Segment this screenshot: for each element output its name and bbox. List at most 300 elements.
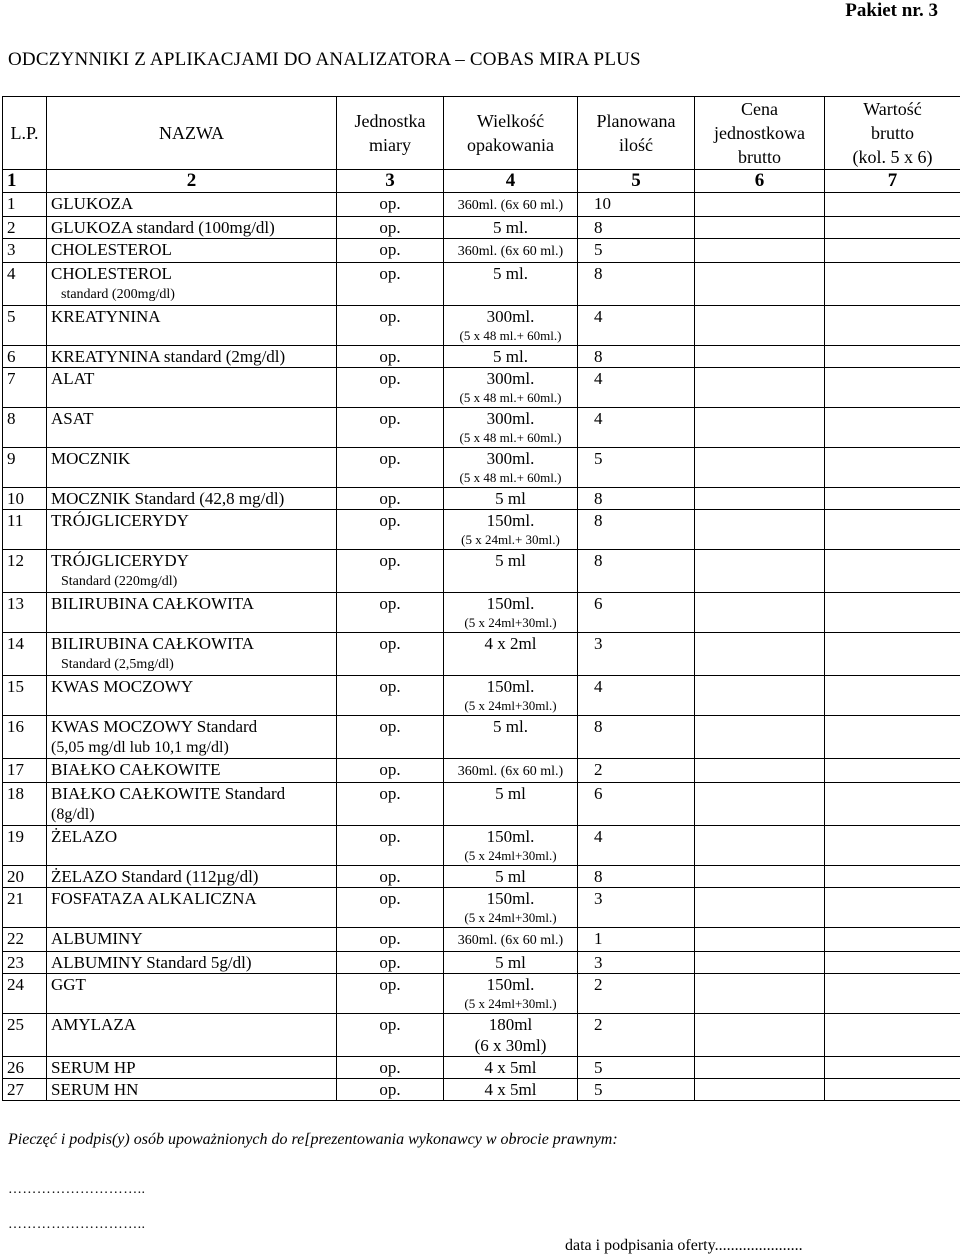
row-unit: op.: [337, 263, 444, 306]
row-lp: 14: [3, 633, 47, 676]
header-name: NAZWA: [47, 97, 337, 170]
table-row: [3, 346, 960, 368]
row-package-size: [444, 510, 578, 550]
row-name: [47, 488, 337, 510]
row-unit: op.: [337, 306, 444, 346]
row-planned-quantity: 5: [578, 1057, 695, 1079]
table-row: [3, 1079, 960, 1101]
reagent-name: KWAS MOCZOWY: [51, 677, 194, 696]
row-unit: op.: [337, 783, 444, 826]
row-lp: 23: [3, 952, 47, 974]
header-gross-value: Wartość brutto (kol. 5 x 6): [825, 97, 960, 170]
package-size: 300ml.: [486, 307, 535, 326]
row-unit: op.: [337, 510, 444, 550]
row-unit: op.: [337, 633, 444, 676]
package-size: 300ml.: [486, 369, 535, 388]
row-planned-quantity: 3: [578, 952, 695, 974]
row-lp: 18: [3, 783, 47, 826]
row-name: [47, 1057, 337, 1079]
row-unit: op.: [337, 346, 444, 368]
row-unit: op.: [337, 928, 444, 952]
row-name: [47, 408, 337, 448]
row-planned-quantity: 8: [578, 866, 695, 888]
row-gross-value[interactable]: [825, 217, 960, 239]
row-unit-price[interactable]: [695, 928, 825, 952]
row-name: [47, 759, 337, 783]
row-planned-quantity: 8: [578, 510, 695, 550]
row-unit: op.: [337, 974, 444, 1014]
package-size: 5 ml.: [493, 347, 528, 366]
row-gross-value[interactable]: [825, 408, 960, 448]
table-row: [3, 306, 960, 346]
row-lp: 17: [3, 759, 47, 783]
row-unit-price[interactable]: [695, 1079, 825, 1101]
row-gross-value[interactable]: [825, 974, 960, 1014]
row-lp: 16: [3, 716, 47, 759]
signature-line: ………………………..: [8, 1182, 146, 1197]
reagent-name: KWAS MOCZOWY Standard: [51, 717, 258, 736]
reagent-name: ŻELAZO Standard (112µg/dl): [51, 867, 259, 886]
reagent-name: FOSFATAZA ALKALICZNA: [51, 889, 257, 908]
row-gross-value[interactable]: [825, 866, 960, 888]
row-gross-value[interactable]: [825, 952, 960, 974]
row-unit-price[interactable]: [695, 448, 825, 488]
row-package-size: [444, 408, 578, 448]
row-package-size: [444, 239, 578, 263]
reagent-name: SERUM HN: [51, 1080, 139, 1099]
row-unit-price[interactable]: [695, 488, 825, 510]
row-name: [47, 974, 337, 1014]
row-gross-value[interactable]: [825, 783, 960, 826]
row-gross-value[interactable]: [825, 550, 960, 593]
row-planned-quantity: 4: [578, 408, 695, 448]
offer-date-line: data i podpisania oferty......................: [565, 1237, 803, 1254]
package-size-detail: (5 x 24ml+30ml.): [464, 996, 557, 1011]
row-gross-value[interactable]: [825, 676, 960, 716]
table-row: [3, 1057, 960, 1079]
row-gross-value[interactable]: [825, 488, 960, 510]
row-unit-price[interactable]: [695, 550, 825, 593]
reagent-name: CHOLESTEROL: [51, 240, 172, 259]
row-planned-quantity: 4: [578, 368, 695, 408]
row-planned-quantity: 4: [578, 676, 695, 716]
reagent-name: TRÓJGLICERYDY: [51, 551, 189, 570]
row-unit-price[interactable]: [695, 866, 825, 888]
row-lp: 5: [3, 306, 47, 346]
row-unit: op.: [337, 550, 444, 593]
row-unit-price[interactable]: [695, 193, 825, 217]
row-planned-quantity: 2: [578, 759, 695, 783]
reagent-name: BIAŁKO CAŁKOWITE: [51, 760, 221, 779]
reagent-name: BILIRUBINA CAŁKOWITA: [51, 634, 255, 653]
row-package-size: [444, 1079, 578, 1101]
row-unit-price[interactable]: [695, 676, 825, 716]
table-row: [3, 193, 960, 217]
package-size: 5 ml: [495, 953, 526, 972]
row-package-size: [444, 550, 578, 593]
package-size: 5 ml.: [493, 717, 528, 736]
reagent-name: GLUKOZA: [51, 194, 134, 213]
column-number: 6: [695, 170, 825, 193]
package-size: 5 ml: [495, 489, 526, 508]
row-unit-price[interactable]: [695, 826, 825, 866]
package-size: 300ml.: [486, 449, 535, 468]
table-row: [3, 866, 960, 888]
row-planned-quantity: 3: [578, 633, 695, 676]
table-row: [3, 239, 960, 263]
row-unit-price[interactable]: [695, 306, 825, 346]
row-unit: op.: [337, 1014, 444, 1057]
row-unit-price[interactable]: [695, 217, 825, 239]
row-lp: 22: [3, 928, 47, 952]
row-name: [47, 306, 337, 346]
package-size: 5 ml: [495, 867, 526, 886]
document-title: ODCZYNNIKI Z APLIKACJAMI DO ANALIZATORA – COBAS MIRA PLUS: [8, 49, 641, 70]
row-gross-value[interactable]: [825, 593, 960, 633]
table-row: [3, 716, 960, 759]
row-unit-price[interactable]: [695, 888, 825, 928]
reagent-name: GLUKOZA standard (100mg/dl): [51, 218, 275, 237]
row-name: [47, 676, 337, 716]
row-unit: op.: [337, 448, 444, 488]
table-row: [3, 928, 960, 952]
row-unit-price[interactable]: [695, 633, 825, 676]
table-row: [3, 952, 960, 974]
row-unit-price[interactable]: [695, 716, 825, 759]
package-size-detail: (6 x 30ml): [474, 1036, 547, 1055]
package-size: 360ml. (6x 60 ml.): [457, 244, 564, 259]
row-gross-value[interactable]: [825, 633, 960, 676]
column-number: 1: [3, 170, 47, 193]
package-size-detail: (5 x 24ml.+ 30ml.): [461, 532, 560, 547]
package-size-detail: (5 x 24ml+30ml.): [464, 848, 557, 863]
row-planned-quantity: 8: [578, 488, 695, 510]
package-size: 150ml.: [486, 511, 535, 530]
row-lp: 11: [3, 510, 47, 550]
row-gross-value[interactable]: [825, 1014, 960, 1057]
row-planned-quantity: 8: [578, 263, 695, 306]
row-unit: op.: [337, 1079, 444, 1101]
row-unit-price[interactable]: [695, 593, 825, 633]
column-number: 4: [444, 170, 578, 193]
row-planned-quantity: 4: [578, 826, 695, 866]
row-package-size: [444, 368, 578, 408]
row-planned-quantity: 8: [578, 217, 695, 239]
row-lp: 26: [3, 1057, 47, 1079]
package-size: 300ml.: [486, 409, 535, 428]
row-unit: op.: [337, 826, 444, 866]
row-name: [47, 826, 337, 866]
header-row: [3, 97, 960, 170]
row-unit: op.: [337, 239, 444, 263]
table-row: [3, 826, 960, 866]
row-package-size: [444, 783, 578, 826]
table-row: [3, 759, 960, 783]
table-row: [3, 408, 960, 448]
row-name: [47, 633, 337, 676]
reagent-name: ALAT: [51, 369, 95, 388]
row-package-size: [444, 193, 578, 217]
row-unit-price[interactable]: [695, 1057, 825, 1079]
package-size: 4 x 5ml: [484, 1058, 537, 1077]
row-unit: op.: [337, 488, 444, 510]
row-lp: 6: [3, 346, 47, 368]
table-body: [3, 193, 960, 1101]
row-unit-price[interactable]: [695, 783, 825, 826]
row-name: [47, 448, 337, 488]
reagent-name-detail: (8g/dl): [51, 806, 95, 823]
row-package-size: [444, 866, 578, 888]
row-planned-quantity: 5: [578, 448, 695, 488]
row-planned-quantity: 2: [578, 1014, 695, 1057]
row-lp: 19: [3, 826, 47, 866]
reagent-name-detail: Standard (2,5mg/dl): [61, 657, 174, 672]
row-package-size: [444, 676, 578, 716]
column-number: 3: [337, 170, 444, 193]
row-package-size: [444, 928, 578, 952]
package-size: 150ml.: [486, 889, 535, 908]
row-gross-value[interactable]: [825, 263, 960, 306]
table-row: [3, 633, 960, 676]
reagent-name: ALBUMINY: [51, 929, 143, 948]
row-planned-quantity: 5: [578, 239, 695, 263]
reagent-name: BIAŁKO CAŁKOWITE Standard: [51, 784, 286, 803]
row-planned-quantity: 4: [578, 306, 695, 346]
reagents-table: [2, 96, 960, 1101]
row-package-size: [444, 448, 578, 488]
row-gross-value[interactable]: [825, 888, 960, 928]
row-unit: op.: [337, 408, 444, 448]
package-size-detail: (5 x 48 ml.+ 60ml.): [459, 390, 562, 405]
row-lp: 9: [3, 448, 47, 488]
package-size-detail: (5 x 24ml+30ml.): [464, 615, 557, 630]
row-lp: 2: [3, 217, 47, 239]
package-size-detail: (5 x 48 ml.+ 60ml.): [459, 470, 562, 485]
table-row: [3, 888, 960, 928]
row-unit-price[interactable]: [695, 952, 825, 974]
row-name: [47, 866, 337, 888]
reagent-name: BILIRUBINA CAŁKOWITA: [51, 594, 255, 613]
row-gross-value[interactable]: [825, 368, 960, 408]
table-row: [3, 448, 960, 488]
reagent-name: ASAT: [51, 409, 94, 428]
row-planned-quantity: 6: [578, 593, 695, 633]
row-package-size: [444, 888, 578, 928]
table-row: [3, 488, 960, 510]
column-number-row: [3, 170, 960, 193]
package-size-detail: (5 x 24ml+30ml.): [464, 698, 557, 713]
row-gross-value[interactable]: [825, 759, 960, 783]
signature-line: ………………………..: [8, 1217, 146, 1232]
row-unit-price[interactable]: [695, 974, 825, 1014]
row-planned-quantity: 8: [578, 346, 695, 368]
package-size: 4 x 5ml: [484, 1080, 537, 1099]
row-unit: op.: [337, 193, 444, 217]
row-package-size: [444, 1057, 578, 1079]
row-unit: op.: [337, 888, 444, 928]
row-planned-quantity: 8: [578, 550, 695, 593]
table-row: [3, 550, 960, 593]
row-unit-price[interactable]: [695, 1014, 825, 1057]
row-name: [47, 1014, 337, 1057]
row-gross-value[interactable]: [825, 239, 960, 263]
row-unit: op.: [337, 593, 444, 633]
row-name: [47, 1079, 337, 1101]
row-unit-price[interactable]: [695, 239, 825, 263]
package-size: 360ml. (6x 60 ml.): [457, 764, 564, 779]
row-name: [47, 928, 337, 952]
row-lp: 13: [3, 593, 47, 633]
header-unit-price: Cena jednostkowa brutto: [695, 97, 825, 170]
row-planned-quantity: 2: [578, 974, 695, 1014]
row-unit-price[interactable]: [695, 263, 825, 306]
column-number: 5: [578, 170, 695, 193]
row-unit-price[interactable]: [695, 368, 825, 408]
reagent-name: TRÓJGLICERYDY: [51, 511, 189, 530]
reagent-name: AMYLAZA: [51, 1015, 136, 1034]
row-gross-value[interactable]: [825, 306, 960, 346]
package-number: Pakiet nr. 3: [845, 0, 938, 21]
reagent-name: CHOLESTEROL: [51, 264, 172, 283]
header-planned-quantity: Planowana ilość: [578, 97, 695, 170]
row-unit: op.: [337, 759, 444, 783]
row-package-size: [444, 593, 578, 633]
row-package-size: [444, 346, 578, 368]
package-size: 4 x 2ml: [484, 634, 537, 653]
row-lp: 21: [3, 888, 47, 928]
row-unit: op.: [337, 1057, 444, 1079]
row-name: [47, 346, 337, 368]
package-size-detail: (5 x 24ml+30ml.): [464, 910, 557, 925]
row-package-size: [444, 263, 578, 306]
package-size: 5 ml: [495, 551, 526, 570]
row-unit: op.: [337, 676, 444, 716]
row-unit-price[interactable]: [695, 759, 825, 783]
row-lp: 4: [3, 263, 47, 306]
row-lp: 10: [3, 488, 47, 510]
reagent-name: ALBUMINY Standard 5g/dl): [51, 953, 252, 972]
row-name: [47, 368, 337, 408]
row-name: [47, 783, 337, 826]
table-row: [3, 593, 960, 633]
row-package-size: [444, 217, 578, 239]
column-number: 2: [47, 170, 337, 193]
package-size: 360ml. (6x 60 ml.): [457, 198, 564, 213]
row-name: [47, 550, 337, 593]
row-planned-quantity: 6: [578, 783, 695, 826]
package-size: 360ml. (6x 60 ml.): [457, 933, 564, 948]
row-gross-value[interactable]: [825, 826, 960, 866]
reagent-name: MOCZNIK: [51, 449, 131, 468]
row-lp: 25: [3, 1014, 47, 1057]
row-name: [47, 510, 337, 550]
column-number: 7: [825, 170, 960, 193]
row-gross-value[interactable]: [825, 928, 960, 952]
row-lp: 24: [3, 974, 47, 1014]
table-row: [3, 510, 960, 550]
row-package-size: [444, 716, 578, 759]
row-unit: op.: [337, 217, 444, 239]
row-package-size: [444, 1014, 578, 1057]
reagent-name: KREATYNINA standard (2mg/dl): [51, 347, 286, 366]
package-size: 150ml.: [486, 594, 535, 613]
row-name: [47, 193, 337, 217]
row-planned-quantity: 3: [578, 888, 695, 928]
row-name: [47, 952, 337, 974]
package-size: 150ml.: [486, 827, 535, 846]
row-gross-value[interactable]: [825, 716, 960, 759]
header-package-size: Wielkość opakowania: [444, 97, 578, 170]
row-name: [47, 217, 337, 239]
header-lp: L.P.: [3, 97, 47, 170]
row-package-size: [444, 826, 578, 866]
row-lp: 1: [3, 193, 47, 217]
package-size: 180ml: [488, 1015, 533, 1034]
row-name: [47, 593, 337, 633]
row-package-size: [444, 759, 578, 783]
row-package-size: [444, 488, 578, 510]
row-unit: op.: [337, 716, 444, 759]
row-lp: 3: [3, 239, 47, 263]
row-unit-price[interactable]: [695, 346, 825, 368]
row-unit-price[interactable]: [695, 408, 825, 448]
table-row: [3, 974, 960, 1014]
row-planned-quantity: 5: [578, 1079, 695, 1101]
row-lp: 15: [3, 676, 47, 716]
row-unit: op.: [337, 368, 444, 408]
row-package-size: [444, 952, 578, 974]
table-row: [3, 1014, 960, 1057]
row-name: [47, 888, 337, 928]
row-package-size: [444, 306, 578, 346]
row-package-size: [444, 633, 578, 676]
row-planned-quantity: 8: [578, 716, 695, 759]
reagent-name: SERUM HP: [51, 1058, 136, 1077]
table-row: [3, 263, 960, 306]
row-unit-price[interactable]: [695, 510, 825, 550]
signature-note: Pieczęć i podpis(y) osób upoważnionych do re[prezentowania wykonawcy w obrocie prawnym:: [8, 1131, 618, 1148]
row-name: [47, 239, 337, 263]
row-gross-value[interactable]: [825, 193, 960, 217]
row-name: [47, 263, 337, 306]
row-lp: 8: [3, 408, 47, 448]
row-unit: op.: [337, 952, 444, 974]
reagent-name: GGT: [51, 975, 86, 994]
row-gross-value[interactable]: [825, 1079, 960, 1101]
reagent-name: MOCZNIK Standard (42,8 mg/dl): [51, 489, 285, 508]
row-lp: 27: [3, 1079, 47, 1101]
row-name: [47, 716, 337, 759]
package-size-detail: (5 x 48 ml.+ 60ml.): [459, 430, 562, 445]
row-unit: op.: [337, 866, 444, 888]
row-gross-value[interactable]: [825, 1057, 960, 1079]
package-size: 5 ml.: [493, 264, 528, 283]
row-gross-value[interactable]: [825, 448, 960, 488]
reagent-name-detail: (5,05 mg/dl lub 10,1 mg/dl): [51, 739, 229, 756]
row-planned-quantity: 1: [578, 928, 695, 952]
package-size: 5 ml.: [493, 218, 528, 237]
package-size-detail: (5 x 48 ml.+ 60ml.): [459, 328, 562, 343]
package-size: 5 ml: [495, 784, 526, 803]
table-row: [3, 783, 960, 826]
table-row: [3, 676, 960, 716]
row-gross-value[interactable]: [825, 510, 960, 550]
table-row: [3, 368, 960, 408]
row-gross-value[interactable]: [825, 346, 960, 368]
row-package-size: [444, 974, 578, 1014]
header-unit: Jednostka miary: [337, 97, 444, 170]
table-row: [3, 217, 960, 239]
